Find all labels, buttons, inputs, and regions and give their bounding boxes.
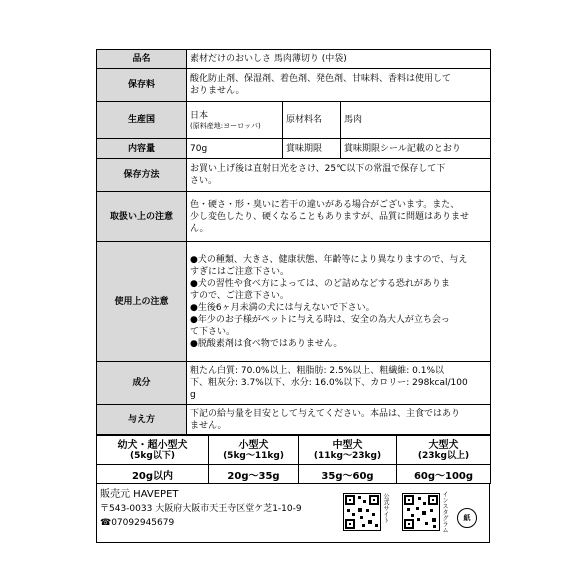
feeding-amount-large: 60g〜100g: [397, 465, 491, 484]
seller-name: 販売元 HAVEPET: [100, 489, 179, 500]
feeding-size-large: 大型犬 (23kg以上): [397, 436, 491, 465]
qr-code-icon: [403, 494, 439, 530]
official-site-qr-code[interactable]: [343, 493, 381, 531]
row-product-name: [97, 50, 491, 69]
row-content: [97, 139, 491, 159]
product-label-sheet: [96, 49, 490, 543]
label-preservatives: 保存料: [97, 69, 187, 102]
value-material: 馬肉: [341, 102, 491, 139]
label-handling: 取扱い上の注意: [97, 192, 187, 242]
feeding-size-medium: 中型犬 (11kg〜23kg): [299, 436, 397, 465]
value-origin: 日本 (原料産地:ヨーロッパ): [187, 102, 283, 139]
feeding-amount-medium: 35g〜60g: [299, 465, 397, 484]
label-product-name: 品名: [97, 50, 187, 69]
value-nutrition: 粗たん白質: 70.0%以上、粗脂肪: 2.5%以上、粗繊維: 0.1%以 下、粗灰分: 3.7%以下、水分: 16.0%以下、カロリー: 298kcal/100 g: [187, 362, 491, 405]
feeding-size-small: 小型犬 (5kg〜11kg): [209, 436, 299, 465]
row-feeding: [97, 405, 491, 435]
row-nutrition: [97, 362, 491, 405]
row-handling: [97, 192, 491, 242]
paper-recycle-mark-icon: 紙: [457, 508, 477, 528]
feeding-amount-xs: 20g以内: [97, 465, 209, 484]
value-storage: お買い上げ後は直射日光をさけ、25℃以下の常温で保存して下 さい。: [187, 159, 491, 192]
seller-phone: ☎07092945679: [100, 518, 175, 528]
value-preservatives: 酸化防止剤、保湿剤、着色剤、発色剤、甘味料、香料は使用して おりません。: [187, 69, 491, 102]
row-preservatives: [97, 69, 491, 102]
seller-text: [100, 488, 302, 530]
label-content: 内容量: [97, 139, 187, 159]
value-content: 70g: [187, 139, 283, 159]
label-origin: 生産国: [97, 102, 187, 139]
value-product-name: 素材だけのおいしさ 馬肉薄切り (中袋): [187, 50, 491, 69]
feeding-size-xs: 幼犬・超小型犬 (5kg以下): [97, 436, 209, 465]
feeding-header-row: [97, 436, 491, 465]
seller-block: [96, 484, 490, 543]
label-feeding: 与え方: [97, 405, 187, 435]
row-usage: [97, 242, 491, 362]
label-expiry: 賞味期限: [283, 139, 341, 159]
qr-code-icon: [344, 494, 380, 530]
label-usage: 使用上の注意: [97, 242, 187, 362]
feeding-amount-row: [97, 465, 491, 484]
value-feeding: 下記の給与量を目安として与えてください。本品は、主食ではあり ません。: [187, 405, 491, 435]
label-material: 原材料名: [283, 102, 341, 139]
value-handling: 色・硬さ・形・臭いに若干の違いがある場合がございます。また、 少し変色したり、硬くなることもありますが、品質に問題はありませ ん。: [187, 192, 491, 242]
seller-address: 〒543-0033 大阪府大阪市天王寺区堂ケ芝1-10-9: [100, 504, 302, 514]
value-expiry: 賞味期限シール記載のとおり: [341, 139, 491, 159]
official-site-qr-label: 公式サイト: [382, 493, 389, 523]
label-storage: 保存方法: [97, 159, 187, 192]
row-storage: [97, 159, 491, 192]
instagram-qr-label: インスタグラム: [441, 491, 448, 533]
value-usage: ●犬の種類、大きさ、健康状態、年齢等により異なりますので、与え すぎにはご注意下さい。 ●犬の習性や食べ方によっては、のど詰めなどする恐れがありま すので、ご注意下さい。 ●生後6ヶ月未満の犬には与えないで下さい。 ●年少のお子様がペットに与える時は、安全の為大人が立ち会っ て下さい。 ●脱酸素剤は食べ物ではありません。: [187, 242, 491, 362]
spec-table: [96, 49, 491, 435]
feeding-amount-small: 20g〜35g: [209, 465, 299, 484]
label-nutrition: 成分: [97, 362, 187, 405]
row-origin: [97, 102, 491, 139]
instagram-qr-code[interactable]: [402, 493, 440, 531]
feeding-amount-table: [96, 435, 491, 484]
